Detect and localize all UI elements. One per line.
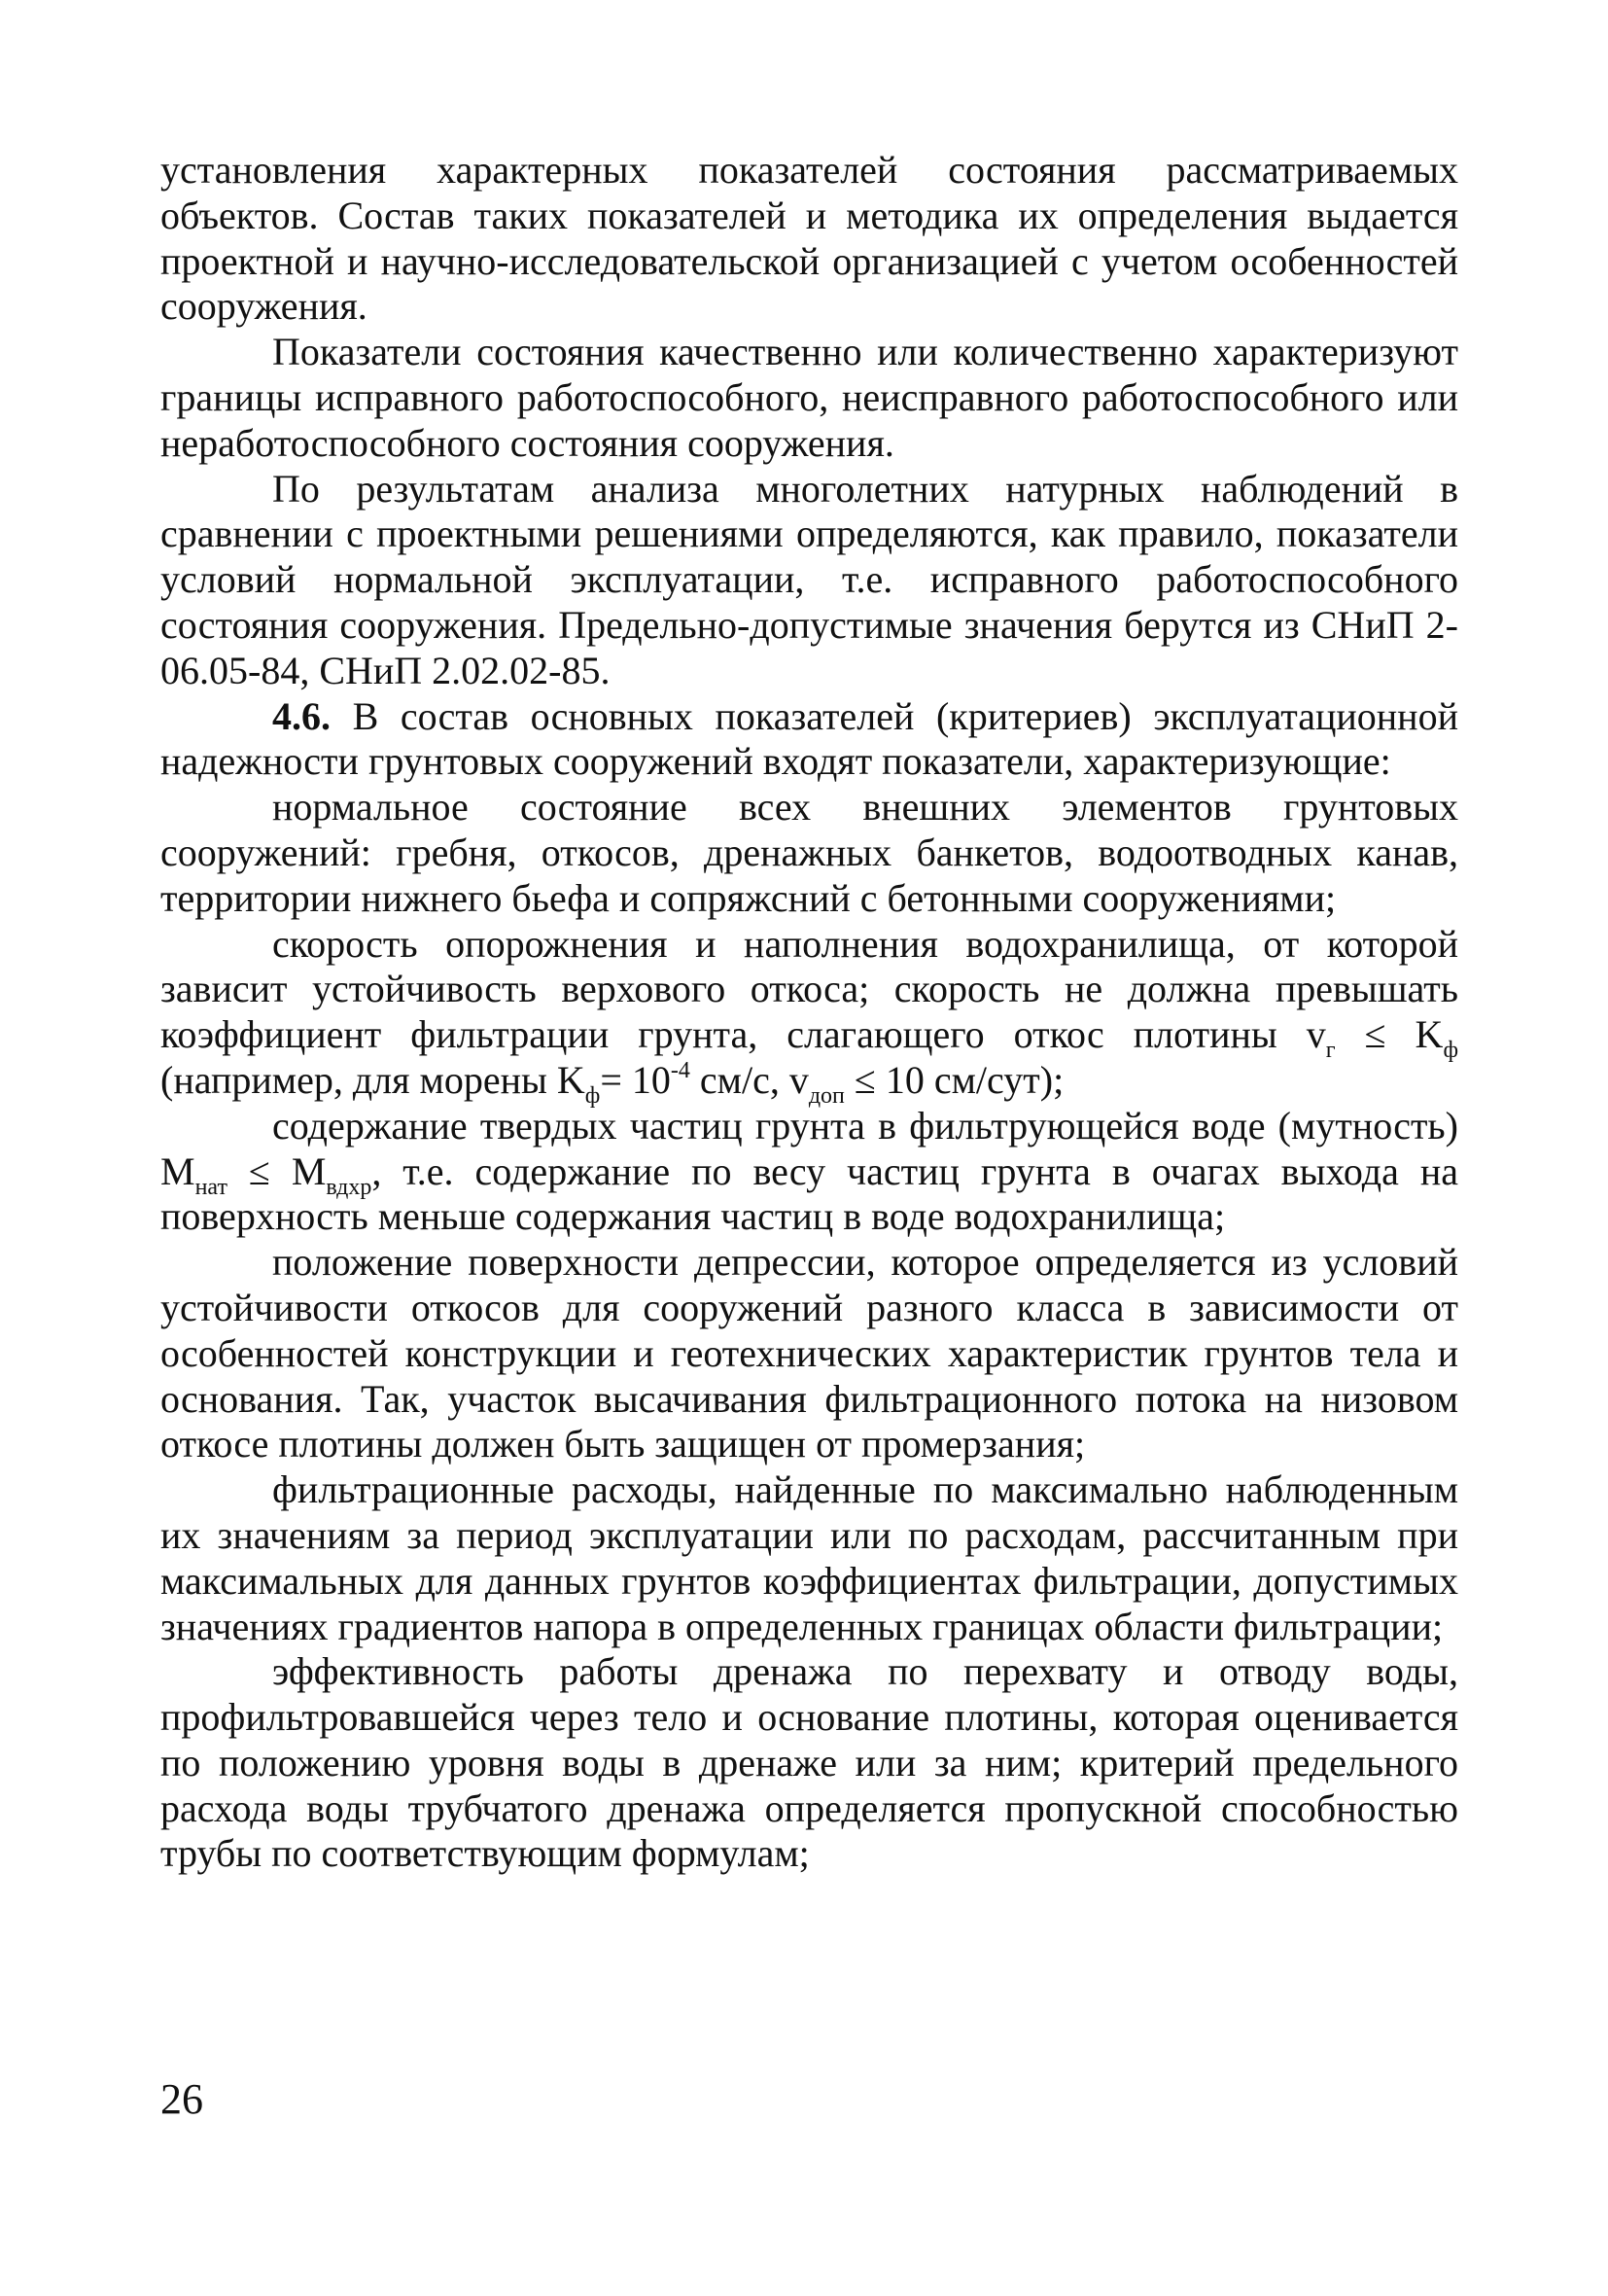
paragraph-8: положение поверхности депрессии, которое определяется из условий устойчивости откосов для сооружений разного класса в зависимости от особенностей конструкции и геотехнических характеристик грунтов тела и основания. Так, участок высачивания фильтрационного потока на низовом откосе плотины должен быть защищен от промерзания; [160, 1240, 1458, 1466]
paragraph-3: По результатам анализа многолетних натурных наблюдений в сравнении с проектными решениями определяются, как правило, показатели условий нормальной эксплуатации, т.е. исправного работоспособного состояния сооружения. Предельно-допустимые значения берутся из СНиП 2-06.05-84, СНиП 2.02.02-85. [160, 466, 1458, 692]
text-run: (например, для морены K [160, 1057, 585, 1102]
text-run: ≤ M [227, 1148, 327, 1193]
paragraph-5: нормальное состояние всех внешних элементов грунтовых сооружений: гребня, откосов, дренажных банкетов, водоотводных канав, территории нижнего бьефа и сопряжсний с бетонными сооружениями; [160, 785, 1458, 920]
subscript: доп [808, 1082, 845, 1109]
paragraph-6 [160, 921, 1459, 1109]
section-number: 4.6. [272, 693, 331, 738]
paragraph-7 [160, 1104, 1458, 1240]
paragraph-4-6 [160, 694, 1458, 786]
text-run: , т.е. содержание по весу частиц грунта в очагах выхода на поверхность меньше содержания частиц в воде водохранилища; [160, 1148, 1458, 1239]
text-run: см/с, v [689, 1057, 809, 1102]
page-number: 26 [160, 2075, 203, 2123]
text-run: ≤ 10 см/сут); [844, 1057, 1065, 1102]
subscript: ф [584, 1082, 601, 1109]
paragraph-9: фильтрационные расходы, найденные по максимально наблюденным их значениям за период эксплуатации или по расходам, рассчитанным при максимальных для данных грунтов коэффициентах фильтрации, допустимых значениях градиентов напора в определенных границах области фильтрации; [160, 1467, 1458, 1648]
text-run: скорость опорожнения и наполнения водохранилища, от которой зависит устойчивость верхового откоса; скорость не должна превышать коэффициент фильтрации грунта, слагающего откос плотины v [160, 921, 1458, 1057]
superscript: -4 [670, 1057, 690, 1083]
subscript: г [1325, 1038, 1336, 1064]
text-run: = 10 [600, 1057, 671, 1102]
paragraph-10: эффективность работы дренажа по перехвату и отводу воды, профильтровавшейся через тело и основание плотины, которая оценивается по положению уровня воды в дренаже или за ним; критерий предельного расхода воды трубчатого дренажа определяется пропускной способностью трубы по соответствующим формулам; [160, 1649, 1458, 1876]
text-run: содержание твердых частиц грунта в фильтрующейся воде (мутность) M [160, 1103, 1458, 1193]
section-text: В состав основных показателей (критериев) эксплуатационной надежности грунтовых сооружений входят показатели, характеризующие: [160, 693, 1458, 784]
subscript: вдхр [326, 1174, 372, 1200]
paragraph-1: установления характерных показателей состояния рассматриваемых объектов. Состав таких показателей и методика их определения выдается проектной и научно-исследовательской организацией с учетом особенностей сооружения. [160, 148, 1458, 329]
text-run: ≤ K [1335, 1012, 1444, 1057]
body-text [160, 148, 1458, 1877]
paragraph-2: Показатели состояния качественно или количественно характеризуют границы исправного работоспособного, неисправного работоспособного или неработоспособного состояния сооружения. [160, 330, 1458, 465]
subscript: ф [1443, 1038, 1459, 1064]
subscript: нат [194, 1174, 227, 1200]
